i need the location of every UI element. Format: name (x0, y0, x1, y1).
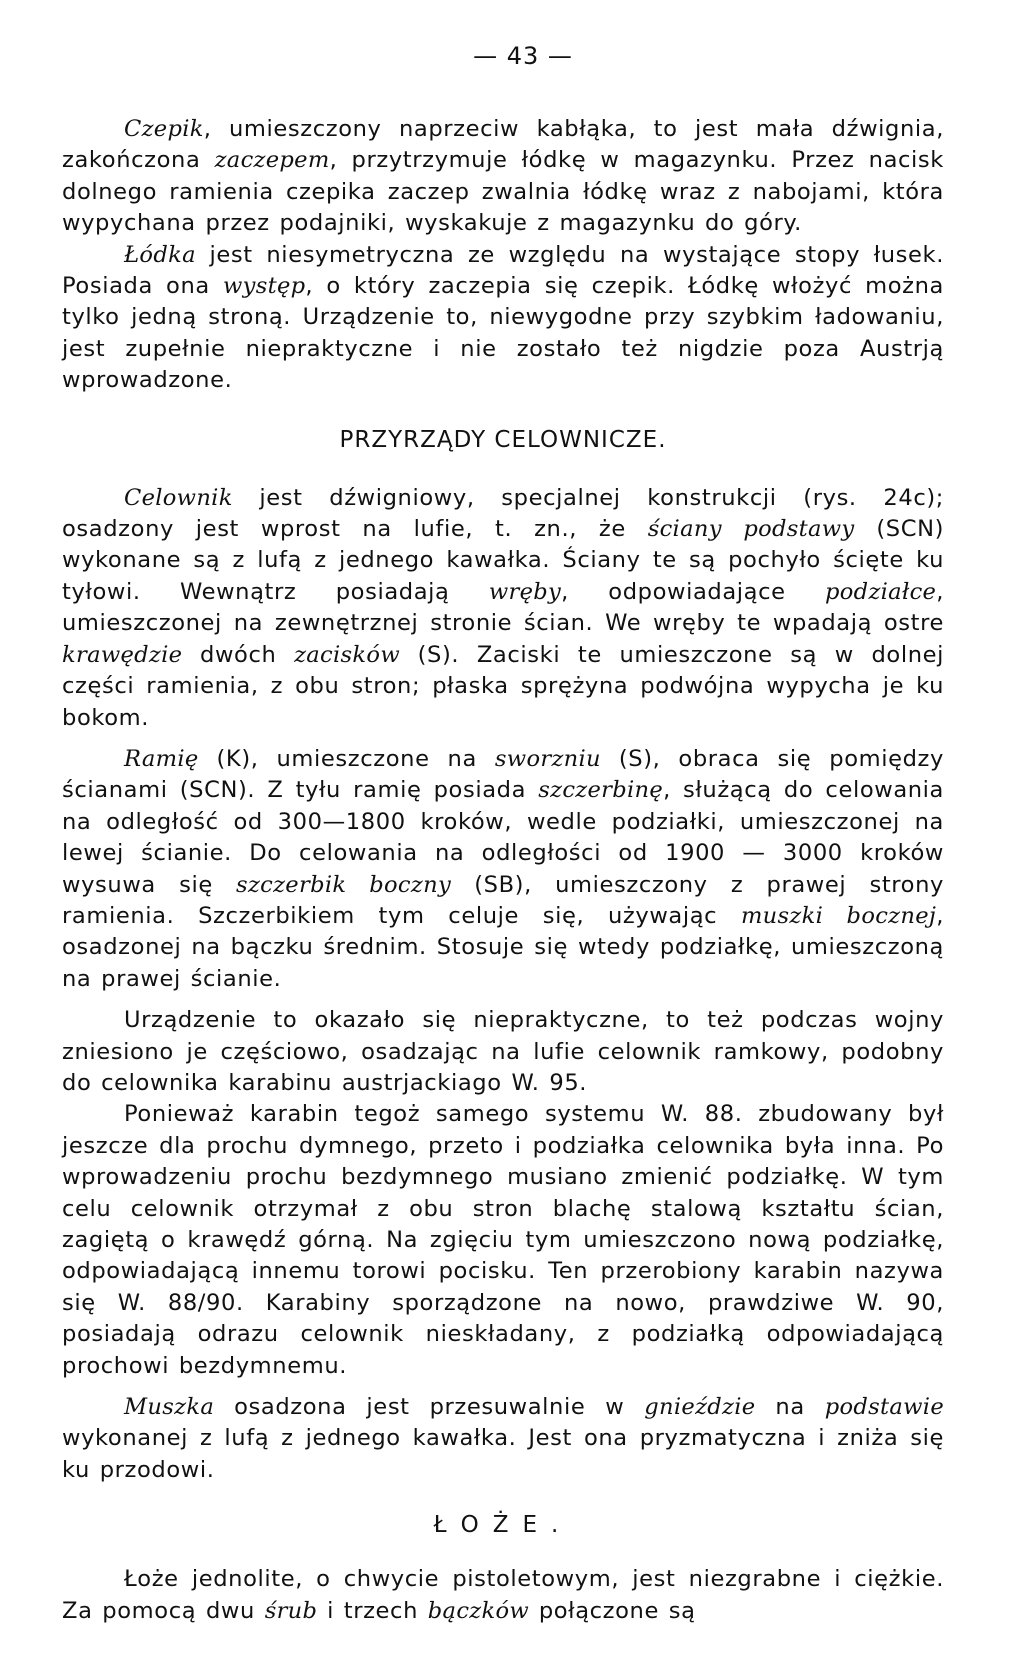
paragraph-loze (62, 1564, 944, 1627)
italic-term: bączków (427, 1597, 530, 1624)
italic-term: Muszka (124, 1394, 215, 1421)
paragraph-text: wykonanej z lufą z jednego kawałka. Jest ona pryzmatyczna i zniża się ku przodowi. (62, 1425, 944, 1483)
italic-term: podstawie (824, 1394, 944, 1421)
italic-term: podziałce (825, 578, 937, 605)
document-page (62, 38, 944, 1627)
paragraph-muszka (62, 1392, 944, 1486)
paragraph-text: osadzona jest przesuwalnie w (214, 1394, 645, 1421)
italic-term: gnieździe (644, 1394, 756, 1421)
italic-term: krawędzie (62, 641, 183, 668)
paragraph-text: i trzech (317, 1597, 428, 1624)
paragraph-text: (SCN) wykonane są z lufą z jednego kawałka. Ściany te są pochyło ścięte ku tyłowi. Wewnątrz posiadają (62, 516, 945, 605)
italic-term: zacisków (294, 641, 400, 668)
paragraph-text: , osadzonej na bączku średnim. Stosuje się wtedy podziałkę, umieszczoną na prawej ścianie. (62, 902, 944, 992)
italic-term: szczerbinę (538, 777, 664, 804)
paragraph-text: , umieszczony naprzeciw kabłąka, to jest mała dźwignia, zakończona (62, 116, 944, 174)
italic-term: zaczepem (214, 147, 330, 174)
paragraph-text: (K), umieszczone na (198, 745, 495, 772)
italic-term: muszki bocznej (740, 902, 937, 929)
paragraph-text: (S). Zaciski te umieszczone są w dolnej części ramienia, z obu stron; płaska sprężyna podwójna wypycha je ku bokom. (62, 641, 945, 731)
paragraph-text: połączone są (529, 1597, 696, 1624)
paragraph-urzadzenie (62, 1005, 944, 1099)
paragraph-text: dwóch (182, 641, 295, 668)
italic-term: Łódka (124, 241, 196, 268)
italic-term: występ (223, 273, 306, 300)
paragraph-text: , odpowiadające (561, 578, 826, 605)
section-heading-loze: ŁOŻE. (433, 1512, 573, 1539)
paragraph-text: Ponieważ karabin tegoż samego systemu W. 88. zbudowany był jeszcze dla prochu dymnego, przeto i podziałka celownika była inna. Po wprowadzeniu prochu bezdymnego musiano zmienić podziałkę. W tym celu celownik otrzymał z obu stron blachę stalową kształtu ścian, zagiętą o krawędź górną. Na zgięciu tym umieszczono nową podziałkę, odpowiadającą innemu torowi pocisku. Ten przerobiony karabin nazywa się W. 88/90. Karabiny sporządzone na nowo, prawdziwe W. 90, posiadają odrazu celownik nieskładany, z podziałką odpowiadającą prochowi bezdymnemu. (62, 1101, 944, 1379)
paragraph-poniewaz (62, 1099, 944, 1382)
paragraph-text: Łoże jednolite, o chwycie pistoletowym, jest niezgrabne i ciężkie. Za pomocą dwu (62, 1566, 944, 1624)
italic-term: śrub (264, 1597, 318, 1624)
italic-term: Ramię (124, 745, 199, 772)
italic-term: Czepik (124, 116, 204, 142)
paragraph-text: , umieszczonej na zewnętrznej stronie ścian. We wręby te wpadają ostre (62, 578, 944, 637)
page-number: — 43 — (473, 42, 573, 70)
italic-term: szczerbik boczny (236, 871, 452, 898)
paragraph-text: Urządzenie to okazało się niepraktyczne, to też podczas wojny zniesiono je częściowo, osadzając na lufie celownik ramkowy, podobny do celownika karabinu austrjackiago W. 95. (62, 1007, 944, 1096)
paragraph-text: jest niesymetryczna ze względu na wystające stopy łusek. Posiada ona (62, 241, 944, 300)
section-heading-przyrzady: PRZYRZĄDY CELOWNICZE. (339, 426, 667, 453)
paragraph-czepik (62, 114, 944, 240)
paragraph-text: (SB), umieszczony z prawej strony ramienia. Szczerbikiem tym celuje się, używając (62, 871, 944, 929)
italic-term: Celownik (124, 484, 233, 511)
paragraph-text: jest dźwigniowy, specjalnej konstrukcji (rys. 24c); osadzony jest wprost na lufie, t. zn., że (62, 484, 944, 543)
paragraph-text: , o który zaczepia się czepik. Łódkę włożyć można tylko jedną stroną. Urządzenie to, niewygodne przy szybkim ładowaniu, jest zupełnie niepraktyczne i nie zostało też nigdzie poza Austrją wprowadzone. (62, 273, 945, 394)
paragraph-celownik (62, 483, 944, 734)
paragraph-text: , przytrzymuje łódkę w magazynku. Przez nacisk dolnego ramienia czepika zaczep zwalnia łódkę wraz z nabojami, która wypychana przez podajniki, wyskakuje z magazynku do góry. (62, 147, 944, 237)
italic-term: ściany podstawy (647, 516, 855, 543)
paragraph-text: , służącą do celowania na odległość od 300—1800 kroków, wedle podziałki, umieszczonej na lewej ścianie. Do celowania na odległości od 1900 — 3000 kroków wysuwa się (62, 777, 945, 898)
paragraph-text: (S), obraca się pomiędzy ścianami (SCN). Z tyłu ramię posiada (62, 745, 944, 804)
italic-term: sworzniu (494, 745, 601, 772)
paragraph-ramie (62, 744, 944, 995)
italic-term: wręby (488, 578, 562, 605)
paragraph-lodka (62, 240, 944, 397)
paragraph-text: na (755, 1394, 825, 1421)
